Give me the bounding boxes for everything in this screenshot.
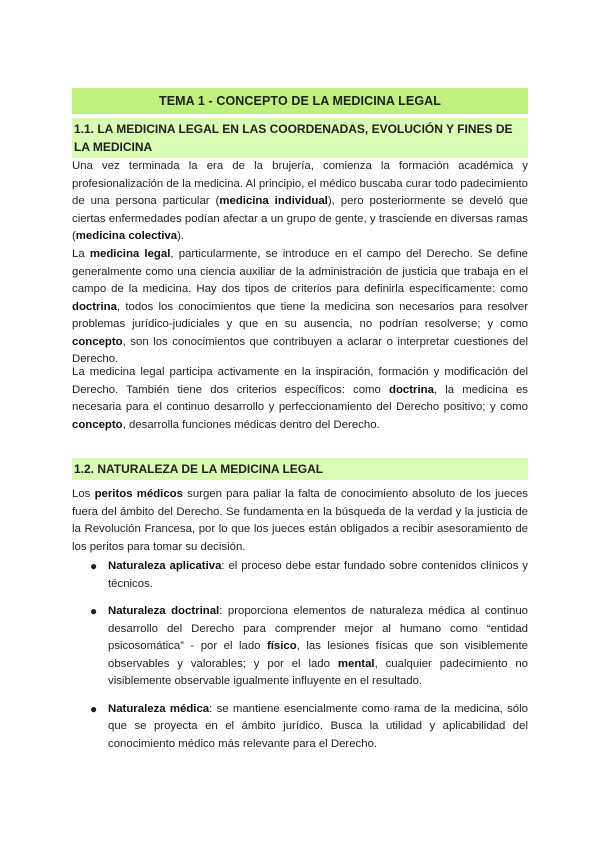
bullet-aplicativa [72,558,528,593]
bold-term: medicina colectiva [75,230,178,242]
naturaleza-bullet-list [72,558,528,763]
section-1-paragraph-1 [72,158,528,246]
text-run: , la medicina es necesaria para el continuo desarrollo y perfeccionamiento del Derecho positivo; y como [72,383,529,413]
bullet-dot-icon: ● [90,559,98,573]
section-2-heading-text: 1.2. NATURALEZA DE LA MEDICINA LEGAL [74,462,324,476]
text-run: , todos los conocimientos que tiene la medicina son necesarios para resolver problemas jurídico-judiciales y que en su ausencia, no podrían resolverse; y como [72,300,528,330]
bold-term: medicina legal [89,248,171,260]
text-run: , las lesiones físicas que son visiblemente observables y valorables; y por el lado [108,640,528,670]
section-1-paragraph-2 [72,246,528,369]
text-run: : el proceso debe estar fundado sobre contenidos clínicos y técnicos. [108,560,529,590]
text-run: ), pero posteriormente se develó que ciertas enfermedades podían afectar a un grupo de gente, y trasciende en diversas ramas ( [72,195,529,242]
bold-term: peritos médicos [94,488,183,500]
bold-term: físico [266,640,297,652]
bullet-dot-icon: ● [90,604,98,618]
section-1-heading [72,118,528,158]
bold-term: concepto [72,418,123,431]
text-run: La [72,248,90,260]
text-run: , particularmente, se introduce en el campo del Derecho. Se define generalmente como una ciencia auxiliar de la administración de justicia que trabaja en el campo de la medicina. Hay dos tipos de criterios para definirla específicamente: como [72,248,528,295]
text-run: Los [72,488,95,500]
text-run: ). [177,230,185,242]
document-title-text: TEMA 1 - CONCEPTO DE LA MEDICINA LEGAL [158,94,442,108]
document-title [72,88,528,114]
bold-term: medicina individual [219,195,328,207]
text-run: , son los conocimientos que contribuyen a aclarar o interpretar cuestiones del Derecho. [72,335,528,365]
bullet-doctrinal [72,603,528,691]
section-1-paragraph-3 [72,364,528,434]
text-run: : proporciona elementos de naturaleza médica al continuo desarrollo del Derecho para comprender mejor al humano como “entidad psicosomática” - por el lado [108,605,529,652]
section-2-heading [72,458,528,480]
text-run: , desarrolla funciones médicas dentro del Derecho. [122,418,380,431]
text-run: Una vez terminada la era de la brujería, comienza la formación académica y profesionalización de la medicina. Al principio, el médico buscaba curar todo padecimiento de una persona particular ( [72,160,528,207]
bullet-medica [72,701,528,754]
text-run: : se mantiene esencialmente como rama de la medicina, sólo que se proyecta en el ámbito jurídico. Busca la utilidad y aplicabilidad del conocimiento médico más relevante para el Derecho. [108,702,528,750]
bold-term: doctrina [72,300,117,313]
text-run: surgen para paliar la falta de conocimiento absoluto de los jueces fuera del ámbito del Derecho. Se fundamenta en la búsqueda de la verdad y la justicia de la Revolución Francesa, por lo que los jueces están obligados a recibir asesoramiento de los peritos para tomar su decisión. [72,488,528,553]
bold-term: Naturaleza médica [108,702,210,715]
section-2-paragraph-1 [72,486,528,556]
bold-term: concepto [72,335,123,348]
bold-term: Naturaleza doctrinal [108,605,220,617]
bold-term: Naturaleza aplicativa [108,560,222,572]
text-run: La medicina legal participa activamente en la inspiración, formación y modificación del Derecho. También tiene dos criterios específicos: como [72,366,528,396]
text-run: , cualquier padecimiento no visiblemente observable igualmente influyente en el resultado. [108,657,528,687]
bold-term: mental [337,657,375,670]
bold-term: doctrina [389,383,434,396]
bullet-dot-icon: ● [90,701,98,716]
section-1-heading-text: 1.1. LA MEDICINA LEGAL EN LAS COORDENADAS, EVOLUCIÓN Y FINES DE LA MEDICINA [74,122,513,154]
